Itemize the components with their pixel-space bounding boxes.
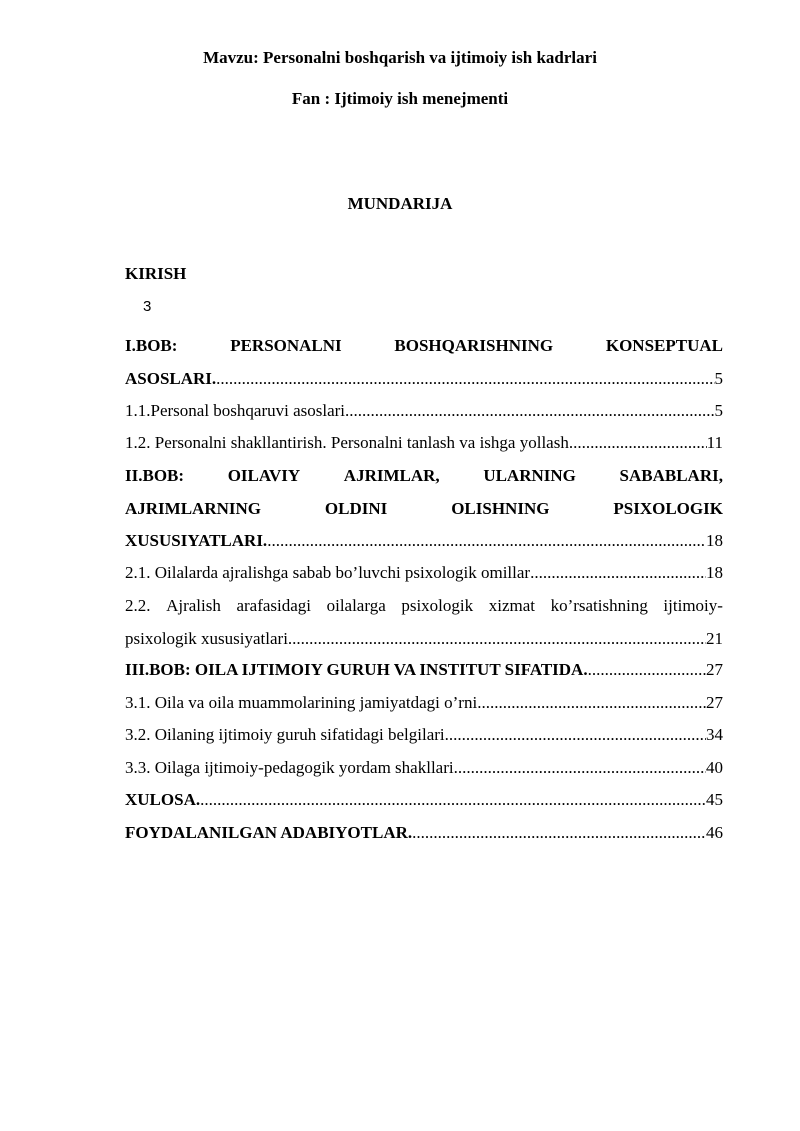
toc-entry-2-2	[125, 590, 723, 655]
toc-word: AJRIMLARNING	[125, 498, 261, 518]
toc-leader-dots	[412, 817, 706, 850]
toc-page-number: 40	[706, 758, 723, 777]
document-subject: Fan : Ijtimoiy ish menejmenti	[291, 89, 509, 108]
toc-entry-3-1	[125, 687, 723, 720]
toc-entry-adabiyotlar	[125, 817, 723, 850]
toc-word: OILAVIY	[227, 466, 301, 485]
toc-leader-dots	[530, 557, 706, 590]
toc-word: oilalarga	[326, 596, 386, 615]
toc-word: OLDINI	[324, 498, 388, 518]
toc-word: ko’rsatishning	[550, 596, 648, 615]
toc-leader-dots	[216, 363, 714, 396]
toc-entry-bob1-line2	[125, 363, 723, 396]
toc-entry-text: 3.2. Oilaning ijtimoiy guruh sifatidagi belgilari	[125, 725, 445, 744]
toc-page-number: 45	[706, 790, 723, 809]
toc-word: II.BOB:	[125, 466, 185, 485]
toc-kirish-page: 3	[143, 298, 152, 315]
toc-leader-dots	[345, 395, 714, 428]
toc-page-number: 27	[706, 660, 723, 679]
toc-entry-text: 3.1. Oila va oila muammolarining jamiyatdagi o’rni	[125, 693, 478, 712]
toc-entry-1-1	[125, 395, 723, 428]
toc-page-number: 21	[706, 628, 723, 648]
toc-leader-dots	[477, 687, 706, 720]
toc-entry-bob2-line2	[125, 493, 723, 526]
toc-entry-text: XULOSA.	[125, 790, 201, 809]
toc-word: PERSONALNI	[230, 336, 342, 355]
toc-page-number: 5	[714, 368, 723, 388]
toc-page-number: 18	[706, 531, 723, 550]
toc-page-number: 18	[706, 563, 723, 582]
toc-word: OLISHNING	[451, 498, 550, 518]
toc-word: ULARNING	[483, 466, 576, 485]
toc-entry-2-2-line2	[125, 623, 723, 656]
toc-word: 2.2.	[125, 596, 151, 615]
toc-entry-text: 1.2. Personalni shakllantirish. Personalni tanlash va ishga yollash	[125, 433, 569, 452]
toc-leader-dots	[445, 719, 706, 752]
toc-word: KONSEPTUAL	[605, 336, 723, 355]
toc-entry-text: ASOSLARI.	[125, 368, 217, 388]
toc-page-number: 11	[706, 433, 723, 452]
toc-leader-dots	[588, 654, 706, 687]
toc-entry-1-2	[125, 427, 723, 460]
toc-entry-3-2	[125, 719, 723, 752]
toc-entry-2-2-line1	[125, 590, 723, 623]
toc-word: AJRIMLAR,	[343, 466, 440, 485]
toc-leader-dots	[454, 752, 706, 785]
toc-entry-text: 1.1.Personal boshqaruvi asoslari	[125, 401, 346, 420]
toc-entry-bob2-line1	[125, 460, 723, 493]
toc-word: Ajralish	[166, 596, 221, 615]
toc-word: arafasidagi	[236, 596, 312, 615]
toc-entry-bob1-line1	[125, 330, 723, 363]
toc-word: PSIXOLOGIK	[613, 498, 723, 518]
toc-entry-text: psixologik xususiyatlari	[125, 628, 288, 648]
toc-page-number: 34	[706, 725, 723, 744]
toc-entry-text: 3.3. Oilaga ijtimoiy-pedagogik yordam shakllari	[125, 758, 454, 777]
toc-entry-bob2	[125, 460, 723, 558]
toc-word: I.BOB:	[125, 336, 178, 355]
toc-entry-text: XUSUSIYATLARI.	[125, 531, 268, 550]
toc-word: SABABLARI,	[619, 466, 723, 485]
toc-entry-text: III.BOB: OILA IJTIMOIY GURUH VA INSTITUT SIFATIDA.	[125, 660, 588, 679]
toc-entry-xulosa	[125, 784, 723, 817]
toc-entry-text: 2.1. Oilalarda ajralishga sabab bo’luvchi psixologik omillar	[125, 563, 531, 582]
toc-entry-2-1	[125, 557, 723, 590]
toc-page-number: 5	[714, 401, 723, 420]
toc-leader-dots	[569, 427, 707, 460]
document-topic: Mavzu: Personalni boshqarish va ijtimoiy ish kadrlari	[203, 48, 597, 67]
toc-page-number: 46	[706, 823, 723, 842]
toc-entry-bob3	[125, 654, 723, 687]
toc-word: xizmat	[488, 596, 535, 615]
toc-word: BOSHQARISHNING	[394, 336, 554, 355]
toc-kirish-label: KIRISH	[125, 264, 187, 283]
toc-leader-dots	[267, 525, 706, 558]
toc-entry-bob2-line3	[125, 525, 723, 558]
toc-word: ijtimoiy-	[663, 596, 723, 615]
toc-leader-dots	[200, 784, 706, 817]
toc-word: psixologik	[401, 596, 474, 615]
toc-entry-text: FOYDALANILGAN ADABIYOTLAR.	[125, 823, 413, 842]
toc-leader-dots	[288, 623, 706, 656]
toc-title: MUNDARIJA	[347, 194, 453, 213]
toc-page-number: 27	[706, 693, 723, 712]
toc-entry-bob1	[125, 330, 723, 395]
toc-entry-3-3	[125, 752, 723, 785]
